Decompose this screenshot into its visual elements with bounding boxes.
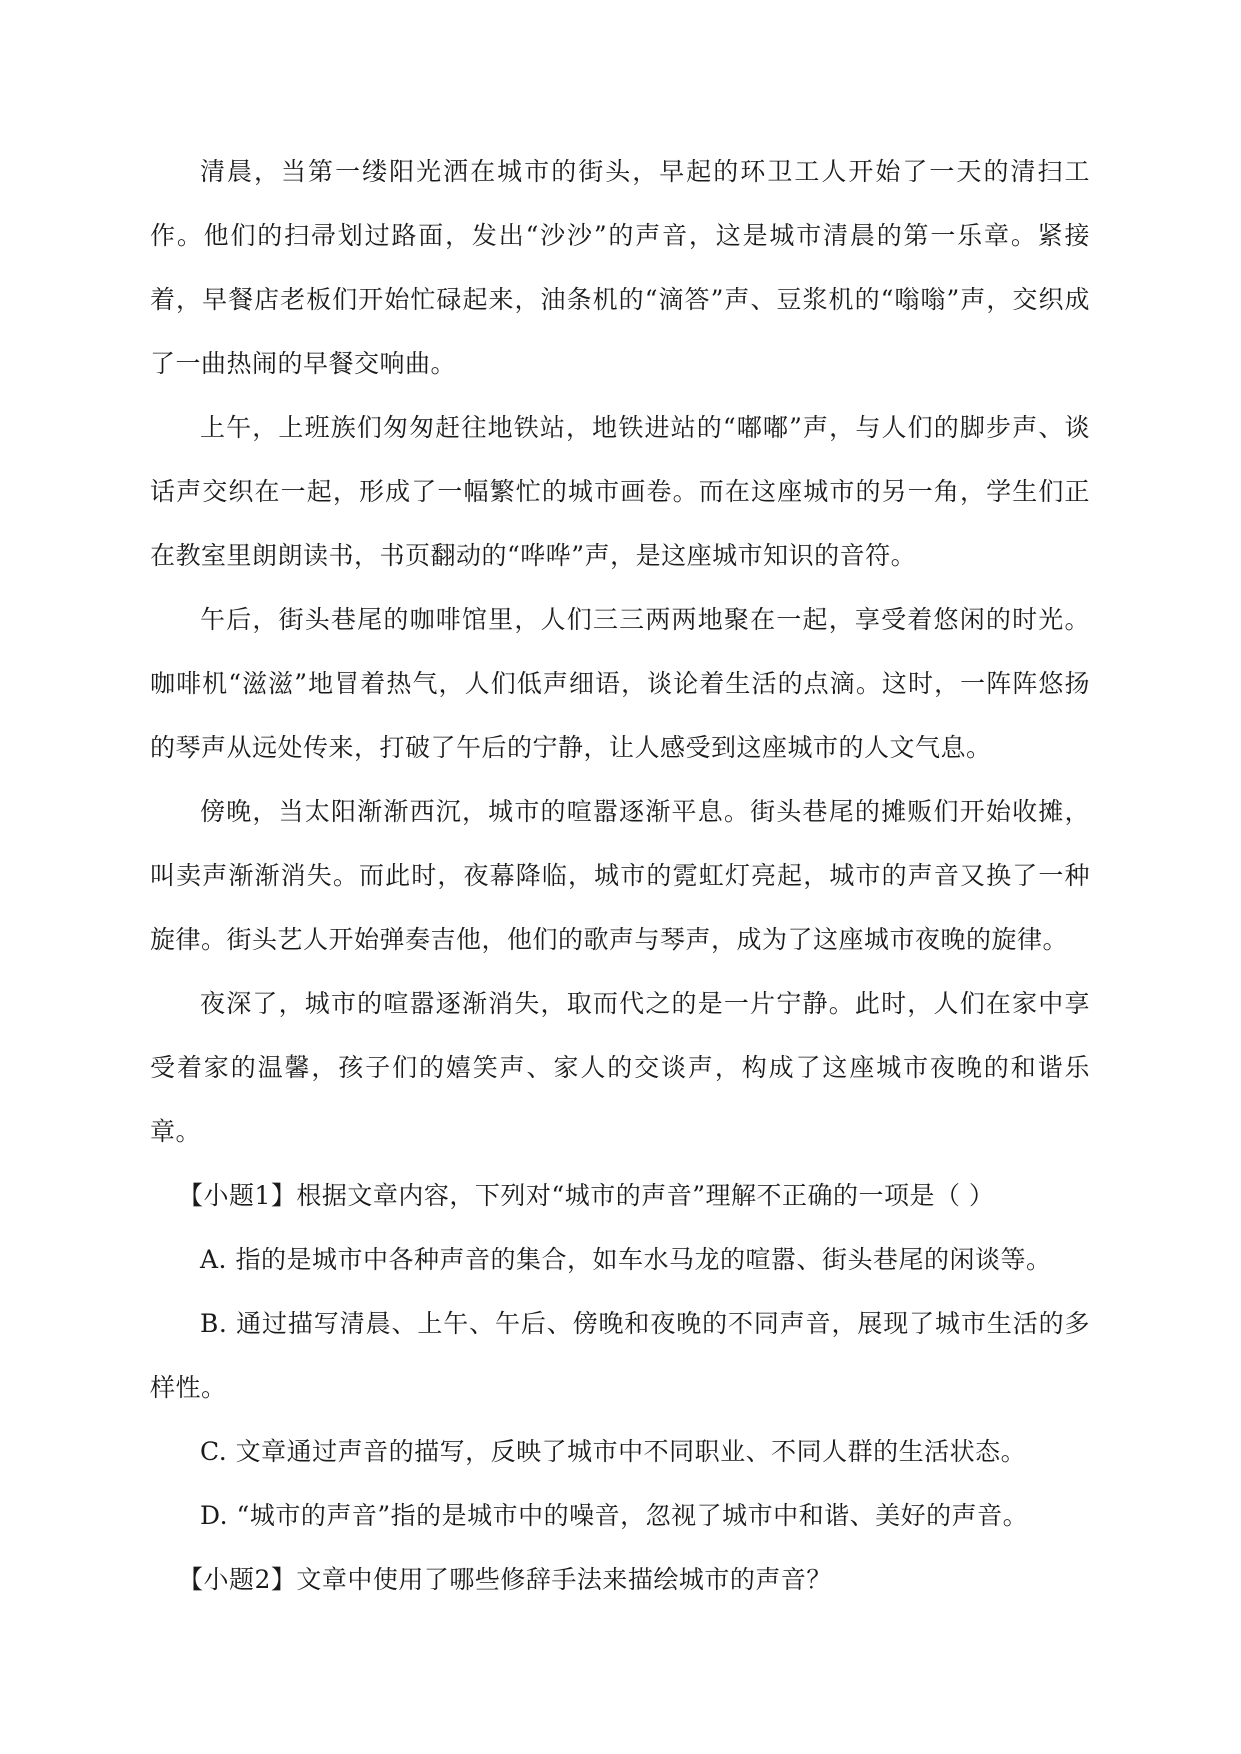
question-1-stem: 【小题1】根据文章内容，下列对“城市的声音”理解不正确的一项是（ ） (178, 1181, 995, 1210)
document-page (150, 140, 1090, 1612)
passage-paragraph-forenoon: 上午，上班族们匆匆赶往地铁站，地铁进站的“嘟嘟”声，与人们的脚步声、谈话声交织在一起，形成了一幅繁忙的城市画卷。而在这座城市的另一角，学生们正在教室里朗朗读书，书页翻动的“哗哗”声，是这座城市知识的音符。 (150, 413, 1090, 570)
passage-paragraph-night: 夜深了，城市的喧嚣逐渐消失，取而代之的是一片宁静。此时，人们在家中享受着家的温馨，孩子们的嬉笑声、家人的交谈声，构成了这座城市夜晚的和谐乐章。 (150, 989, 1090, 1146)
question-1-option-c: C. 文章通过声音的描写，反映了城市中不同职业、不同人群的生活状态。 (200, 1437, 1027, 1466)
passage-paragraph-afternoon: 午后，街头巷尾的咖啡馆里，人们三三两两地聚在一起，享受着悠闲的时光。咖啡机“滋滋”地冒着热气，人们低声细语，谈论着生活的点滴。这时，一阵阵悠扬的琴声从远处传来，打破了午后的宁静，让人感受到这座城市的人文气息。 (150, 605, 1090, 762)
passage-paragraph-morning: 清晨，当第一缕阳光洒在城市的街头，早起的环卫工人开始了一天的清扫工作。他们的扫帚划过路面，发出“沙沙”的声音，这是城市清晨的第一乐章。紧接着，早餐店老板们开始忙碌起来，油条机的“滴答”声、豆浆机的“嗡嗡”声，交织成了一曲热闹的早餐交响曲。 (150, 157, 1090, 378)
question-1-option-a: A. 指的是城市中各种声音的集合，如车水马龙的喧嚣、街头巷尾的闲谈等。 (200, 1245, 1052, 1274)
question-1-option-d: D. “城市的声音”指的是城市中的噪音，忽视了城市中和谐、美好的声音。 (200, 1501, 1029, 1530)
question-1-option-b: B. 通过描写清晨、上午、午后、傍晚和夜晚的不同声音，展现了城市生活的多样性。 (150, 1309, 1090, 1402)
passage-paragraph-dusk: 傍晚，当太阳渐渐西沉，城市的喧嚣逐渐平息。街头巷尾的摊贩们开始收摊，叫卖声渐渐消失。而此时，夜幕降临，城市的霓虹灯亮起，城市的声音又换了一种旋律。街头艺人开始弹奏吉他，他们的歌声与琴声，成为了这座城市夜晚的旋律。 (150, 797, 1090, 954)
question-2-stem: 【小题2】文章中使用了哪些修辞手法来描绘城市的声音？ (178, 1565, 832, 1594)
